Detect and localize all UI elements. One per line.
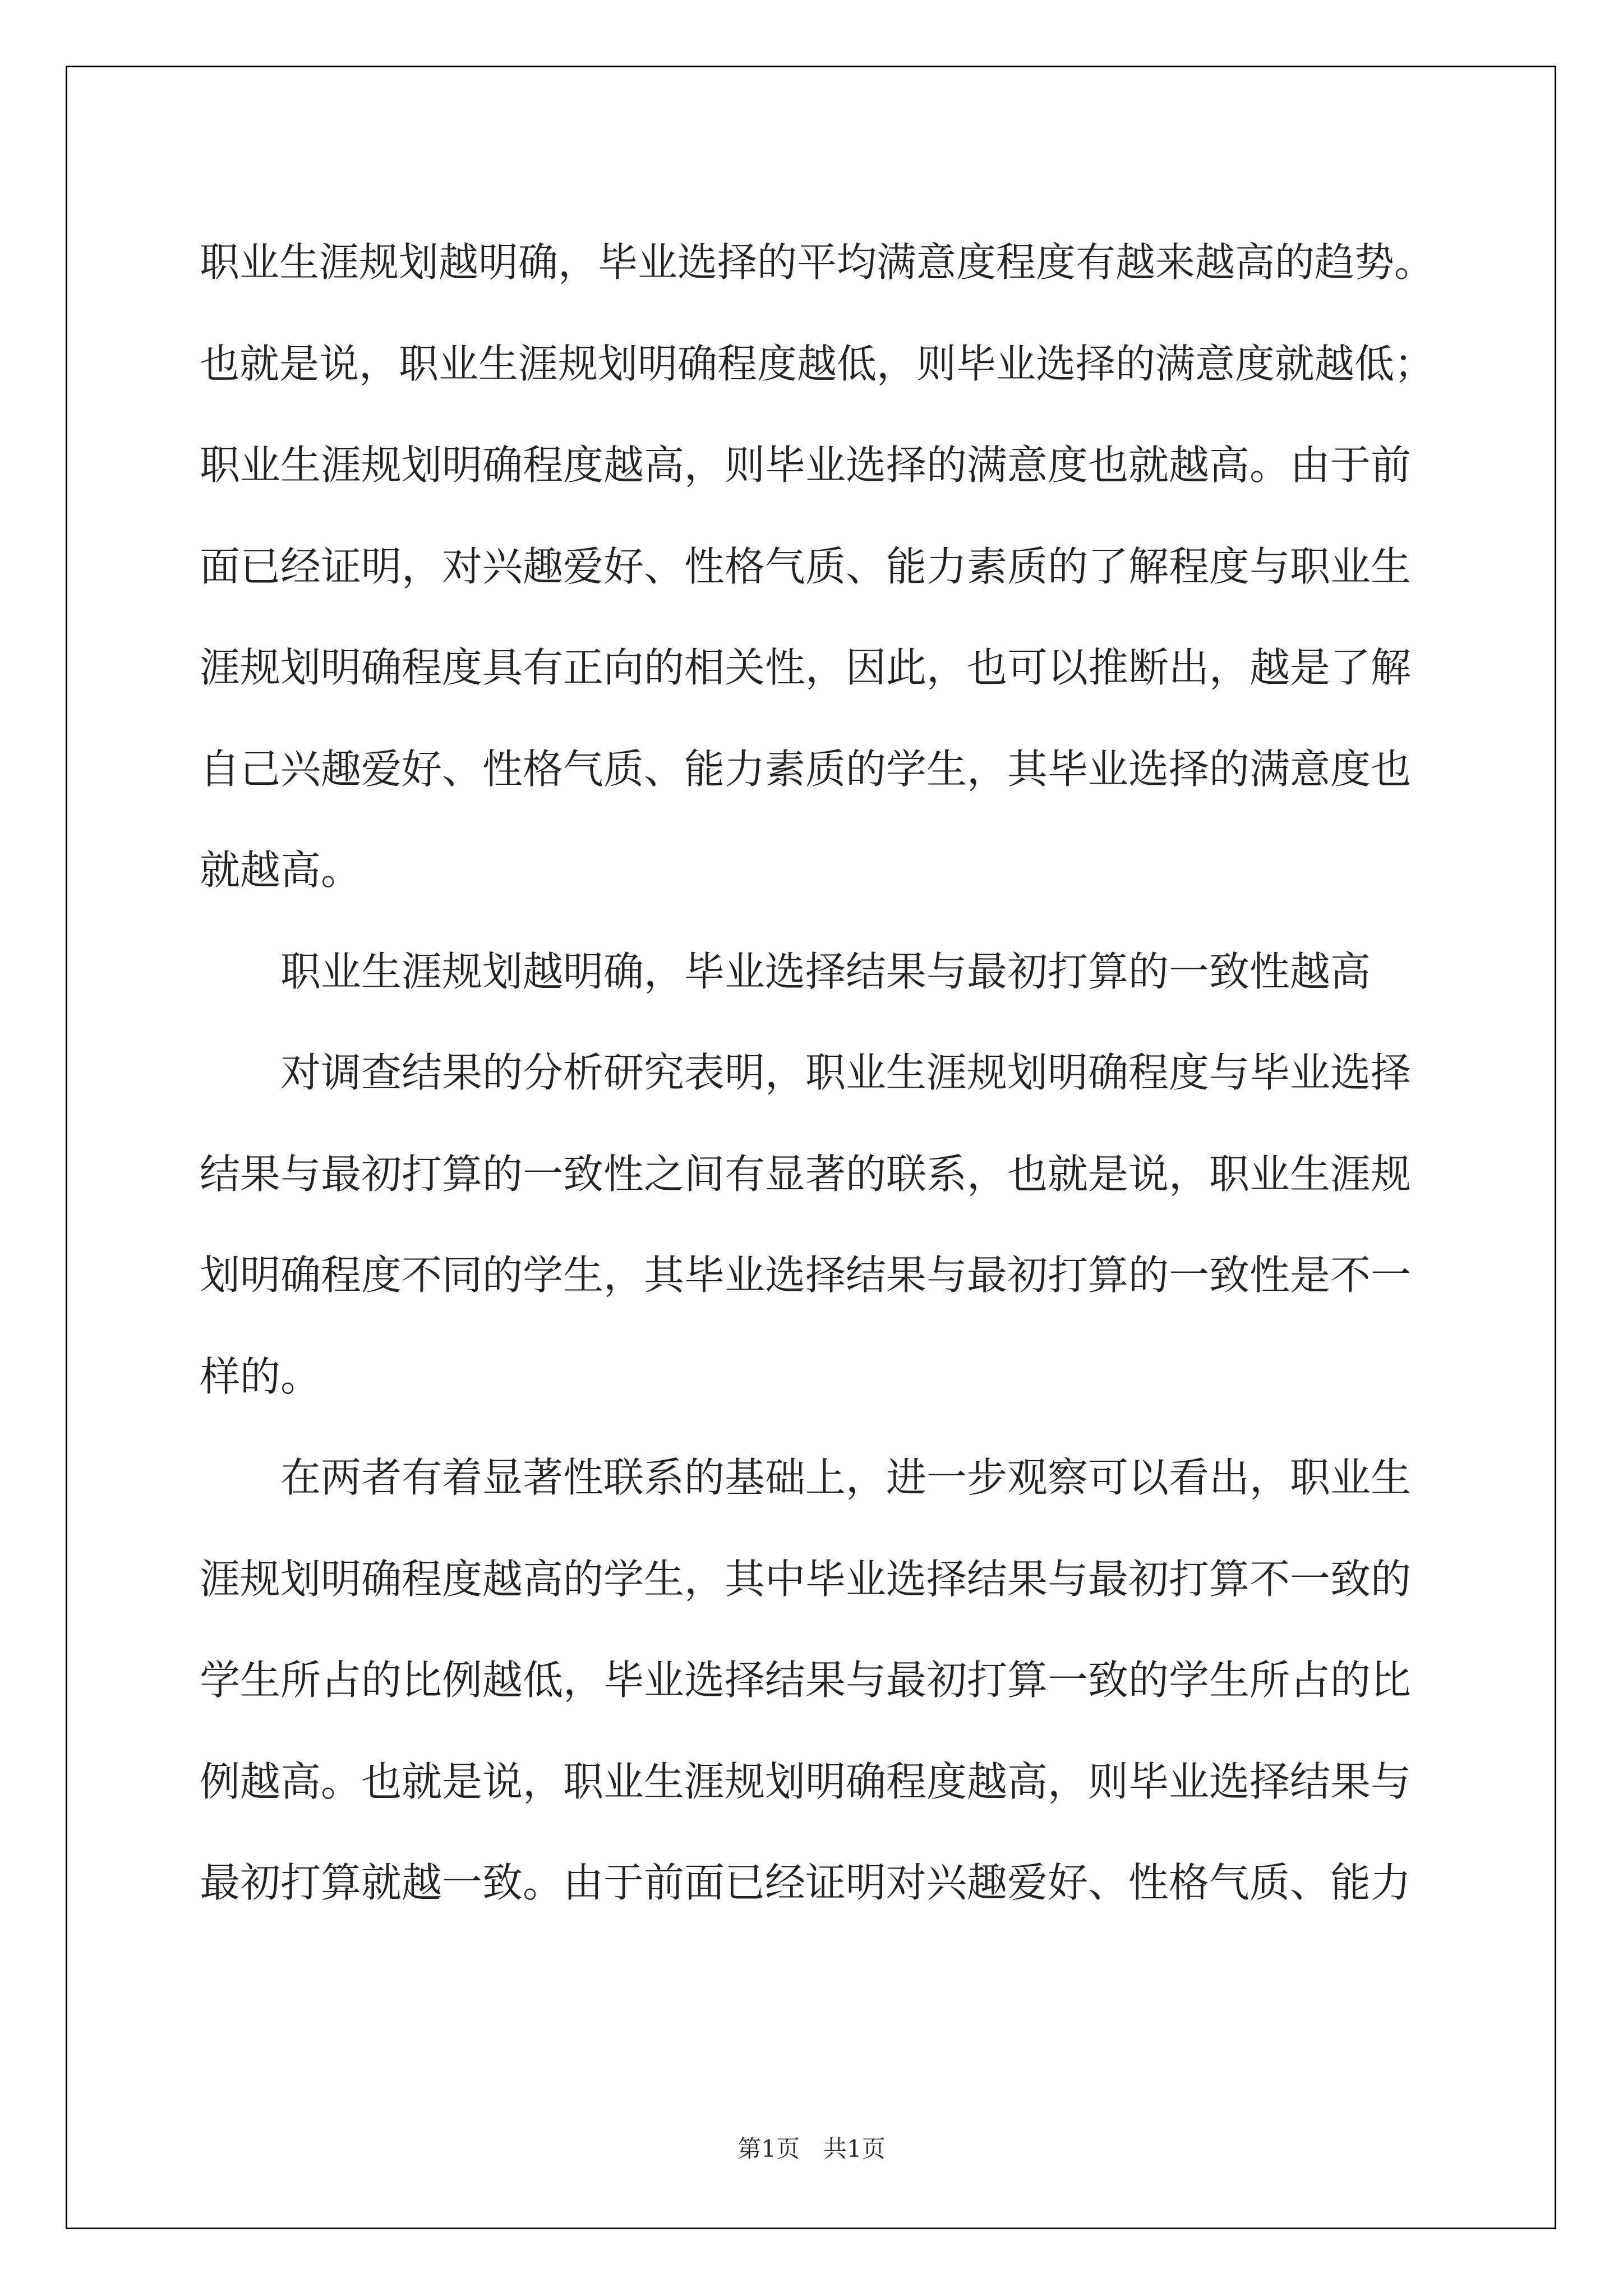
text-line: 涯规划明确程度具有正向的相关性，因此，也可以推断出，越是了解 [200,644,1412,691]
text-line: 对调查结果的分析研究表明，职业生涯规划明确程度与毕业选择 [280,1049,1412,1096]
text-line: 结果与最初打算的一致性之间有显著的联系，也就是说，职业生涯规 [200,1150,1412,1198]
text-line: 也就是说，职业生涯规划明确程度越低，则毕业选择的满意度就越低； [200,340,1435,387]
text-line: 涯规划明确程度越高的学生，其中毕业选择结果与最初打算不一致的 [200,1555,1412,1603]
text-line: 面已经证明，对兴趣爱好、性格气质、能力素质的了解程度与职业生 [200,542,1412,590]
text-line: 学生所占的比例越低，毕业选择结果与最初打算一致的学生所占的比 [200,1657,1412,1704]
page-number-footer: 第1页 共1页 [737,2135,886,2162]
text-line: 就越高。 [200,846,362,894]
text-line: 职业生涯规划越明确，毕业选择的平均满意度程度有越来越高的趋势。 [200,239,1435,286]
text-line: 例越高。也就是说，职业生涯规划明确程度越高，则毕业选择结果与 [200,1757,1412,1805]
text-line: 样的。 [200,1352,321,1400]
section-heading: 职业生涯规划越明确，毕业选择结果与最初打算的一致性越高 [280,947,1371,995]
text-line: 划明确程度不同的学生，其毕业选择结果与最初打算的一致性是不一 [200,1251,1412,1299]
text-line: 自己兴趣爱好、性格气质、能力素质的学生，其毕业选择的满意度也 [200,745,1412,793]
text-line: 最初打算就越一致。由于前面已经证明对兴趣爱好、性格气质、能力 [200,1859,1412,1906]
text-line: 职业生涯规划明确程度越高，则毕业选择的满意度也就越高。由于前 [200,441,1412,489]
document-body [200,212,1439,1934]
text-line: 在两者有着显著性联系的基础上，进一步观察可以看出，职业生 [280,1454,1412,1501]
